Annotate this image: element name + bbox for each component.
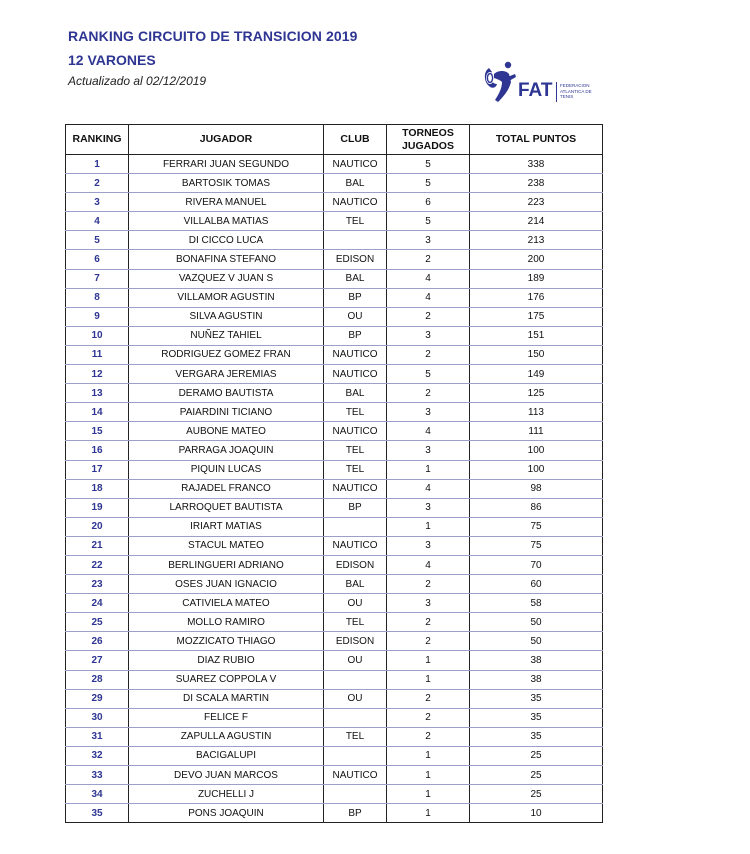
points-cell: 223: [470, 193, 603, 212]
club-cell: TEL: [324, 460, 387, 479]
player-cell: NUÑEZ TAHIEL: [129, 326, 324, 345]
player-cell: SUAREZ COPPOLA V: [129, 670, 324, 689]
player-cell: DERAMO BAUTISTA: [129, 384, 324, 403]
table-row: [66, 670, 603, 689]
club-cell: NAUTICO: [324, 536, 387, 555]
table-row: [66, 727, 603, 746]
tournaments-cell: 1: [387, 746, 470, 765]
points-cell: 100: [470, 441, 603, 460]
club-cell: NAUTICO: [324, 193, 387, 212]
points-cell: 149: [470, 365, 603, 384]
tournaments-cell: 5: [387, 174, 470, 193]
table-row: [66, 536, 603, 555]
tournaments-cell: 2: [387, 307, 470, 326]
category-subtitle: 12 VARONES: [68, 52, 156, 68]
tournaments-cell: 2: [387, 345, 470, 364]
rank-cell: 25: [66, 613, 129, 632]
player-cell: PAIARDINI TICIANO: [129, 403, 324, 422]
tournaments-cell: 4: [387, 422, 470, 441]
points-cell: 338: [470, 155, 603, 174]
rank-cell: 2: [66, 174, 129, 193]
club-cell: OU: [324, 651, 387, 670]
table-row: [66, 403, 603, 422]
rank-cell: 33: [66, 766, 129, 785]
rank-cell: 22: [66, 555, 129, 574]
table-row: [66, 174, 603, 193]
tournaments-cell: 3: [387, 403, 470, 422]
rank-cell: 17: [66, 460, 129, 479]
rank-cell: 4: [66, 212, 129, 231]
table-row: [66, 575, 603, 594]
rank-cell: 8: [66, 288, 129, 307]
player-cell: BACIGALUPI: [129, 746, 324, 765]
fat-logo-text: FAT: [518, 80, 553, 101]
player-cell: OSES JUAN IGNACIO: [129, 575, 324, 594]
table-row: [66, 422, 603, 441]
player-cell: DEVO JUAN MARCOS: [129, 766, 324, 785]
points-cell: 150: [470, 345, 603, 364]
table-row: [66, 594, 603, 613]
header-points: TOTAL PUNTOS: [470, 125, 603, 155]
club-cell: NAUTICO: [324, 766, 387, 785]
rank-cell: 9: [66, 307, 129, 326]
player-cell: BERLINGUERI ADRIANO: [129, 555, 324, 574]
points-cell: 175: [470, 307, 603, 326]
tournaments-cell: 4: [387, 288, 470, 307]
table-row: [66, 365, 603, 384]
rank-cell: 13: [66, 384, 129, 403]
club-cell: [324, 708, 387, 727]
tournaments-cell: 2: [387, 250, 470, 269]
points-cell: 58: [470, 594, 603, 613]
header-club: CLUB: [324, 125, 387, 155]
player-cell: PONS JOAQUIN: [129, 804, 324, 823]
table-row: [66, 766, 603, 785]
points-cell: 214: [470, 212, 603, 231]
table-row: [66, 689, 603, 708]
rank-cell: 31: [66, 727, 129, 746]
tournaments-cell: 3: [387, 536, 470, 555]
table-row: [66, 155, 603, 174]
player-cell: RIVERA MANUEL: [129, 193, 324, 212]
table-row: [66, 785, 603, 804]
rank-cell: 7: [66, 269, 129, 288]
player-cell: BARTOSIK TOMAS: [129, 174, 324, 193]
points-cell: 98: [470, 479, 603, 498]
club-cell: NAUTICO: [324, 365, 387, 384]
tournaments-cell: 1: [387, 670, 470, 689]
tournaments-cell: 1: [387, 766, 470, 785]
player-cell: ZUCHELLI J: [129, 785, 324, 804]
club-cell: OU: [324, 307, 387, 326]
rank-cell: 14: [66, 403, 129, 422]
player-cell: FELICE F: [129, 708, 324, 727]
player-cell: DIAZ RUBIO: [129, 651, 324, 670]
rank-cell: 10: [66, 326, 129, 345]
rank-cell: 35: [66, 804, 129, 823]
club-cell: [324, 231, 387, 250]
tournaments-cell: 5: [387, 365, 470, 384]
table-row: [66, 460, 603, 479]
rank-cell: 34: [66, 785, 129, 804]
logo-divider: [556, 82, 557, 102]
club-cell: BP: [324, 804, 387, 823]
rank-cell: 1: [66, 155, 129, 174]
rank-cell: 16: [66, 441, 129, 460]
rank-cell: 26: [66, 632, 129, 651]
rank-cell: 15: [66, 422, 129, 441]
player-cell: DI CICCO LUCA: [129, 231, 324, 250]
rank-cell: 11: [66, 345, 129, 364]
player-cell: IRIART MATIAS: [129, 517, 324, 536]
table-row: [66, 326, 603, 345]
player-cell: AUBONE MATEO: [129, 422, 324, 441]
table-row: [66, 307, 603, 326]
table-row: [66, 804, 603, 823]
club-cell: EDISON: [324, 250, 387, 269]
club-cell: [324, 746, 387, 765]
club-cell: NAUTICO: [324, 479, 387, 498]
points-cell: 75: [470, 536, 603, 555]
club-cell: BP: [324, 288, 387, 307]
points-cell: 238: [470, 174, 603, 193]
tournaments-cell: 2: [387, 575, 470, 594]
points-cell: 25: [470, 746, 603, 765]
tennis-player-icon: [480, 60, 520, 104]
tournaments-cell: 3: [387, 326, 470, 345]
points-cell: 70: [470, 555, 603, 574]
club-cell: BAL: [324, 174, 387, 193]
rank-cell: 24: [66, 594, 129, 613]
player-cell: RODRIGUEZ GOMEZ FRAN: [129, 345, 324, 364]
points-cell: 176: [470, 288, 603, 307]
ranking-table: [65, 124, 603, 823]
table-row: [66, 479, 603, 498]
rank-cell: 3: [66, 193, 129, 212]
rank-cell: 29: [66, 689, 129, 708]
table-row: [66, 212, 603, 231]
points-cell: 60: [470, 575, 603, 594]
header-tournaments: TORNEOS JUGADOS: [387, 125, 470, 155]
club-cell: TEL: [324, 727, 387, 746]
table-row: [66, 498, 603, 517]
tournaments-cell: 3: [387, 441, 470, 460]
rank-cell: 23: [66, 575, 129, 594]
table-row: [66, 651, 603, 670]
player-cell: VERGARA JEREMIAS: [129, 365, 324, 384]
tournaments-cell: 3: [387, 231, 470, 250]
club-cell: NAUTICO: [324, 345, 387, 364]
tournaments-cell: 5: [387, 155, 470, 174]
tournaments-cell: 1: [387, 517, 470, 536]
header-player: JUGADOR: [129, 125, 324, 155]
club-cell: BP: [324, 498, 387, 517]
player-cell: DI SCALA MARTIN: [129, 689, 324, 708]
player-cell: VILLALBA MATIAS: [129, 212, 324, 231]
table-row: [66, 250, 603, 269]
player-cell: PARRAGA JOAQUIN: [129, 441, 324, 460]
tournaments-cell: 3: [387, 498, 470, 517]
table-row: [66, 517, 603, 536]
club-cell: TEL: [324, 212, 387, 231]
rank-cell: 19: [66, 498, 129, 517]
table-row: [66, 193, 603, 212]
player-cell: MOZZICATO THIAGO: [129, 632, 324, 651]
club-cell: BAL: [324, 384, 387, 403]
tournaments-cell: 1: [387, 785, 470, 804]
club-cell: OU: [324, 594, 387, 613]
points-cell: 35: [470, 689, 603, 708]
player-cell: FERRARI JUAN SEGUNDO: [129, 155, 324, 174]
tournaments-cell: 2: [387, 689, 470, 708]
table-row: [66, 269, 603, 288]
rank-cell: 30: [66, 708, 129, 727]
page-title: RANKING CIRCUITO DE TRANSICION 2019: [68, 28, 358, 44]
rank-cell: 12: [66, 365, 129, 384]
player-cell: VAZQUEZ V JUAN S: [129, 269, 324, 288]
rank-cell: 18: [66, 479, 129, 498]
club-cell: BAL: [324, 269, 387, 288]
points-cell: 38: [470, 651, 603, 670]
table-row: [66, 708, 603, 727]
club-cell: [324, 517, 387, 536]
table-row: [66, 746, 603, 765]
table-row: [66, 231, 603, 250]
club-cell: TEL: [324, 613, 387, 632]
table-row: [66, 345, 603, 364]
club-cell: TEL: [324, 403, 387, 422]
table-header-row: [66, 125, 603, 155]
points-cell: 75: [470, 517, 603, 536]
club-cell: TEL: [324, 441, 387, 460]
points-cell: 25: [470, 766, 603, 785]
points-cell: 50: [470, 613, 603, 632]
rank-cell: 21: [66, 536, 129, 555]
updated-date: Actualizado al 02/12/2019: [68, 74, 207, 88]
tournaments-cell: 2: [387, 708, 470, 727]
rank-cell: 27: [66, 651, 129, 670]
table-row: [66, 555, 603, 574]
points-cell: 100: [470, 460, 603, 479]
table-row: [66, 384, 603, 403]
club-cell: EDISON: [324, 632, 387, 651]
rank-cell: 28: [66, 670, 129, 689]
points-cell: 10: [470, 804, 603, 823]
player-cell: VILLAMOR AGUSTIN: [129, 288, 324, 307]
club-cell: OU: [324, 689, 387, 708]
points-cell: 35: [470, 727, 603, 746]
fat-logo-subtext: FEDERACION ATLANTICA DE TENIS: [560, 83, 592, 99]
points-cell: 86: [470, 498, 603, 517]
player-cell: MOLLO RAMIRO: [129, 613, 324, 632]
points-cell: 189: [470, 269, 603, 288]
club-cell: BAL: [324, 575, 387, 594]
tournaments-cell: 1: [387, 460, 470, 479]
player-cell: PIQUIN LUCAS: [129, 460, 324, 479]
tournaments-cell: 2: [387, 384, 470, 403]
tournaments-cell: 1: [387, 804, 470, 823]
tournaments-cell: 2: [387, 727, 470, 746]
tournaments-cell: 5: [387, 212, 470, 231]
points-cell: 113: [470, 403, 603, 422]
club-cell: EDISON: [324, 555, 387, 574]
points-cell: 25: [470, 785, 603, 804]
rank-cell: 6: [66, 250, 129, 269]
player-cell: BONAFINA STEFANO: [129, 250, 324, 269]
points-cell: 200: [470, 250, 603, 269]
club-cell: [324, 785, 387, 804]
player-cell: CATIVIELA MATEO: [129, 594, 324, 613]
tournaments-cell: 2: [387, 632, 470, 651]
club-cell: NAUTICO: [324, 155, 387, 174]
header-ranking: RANKING: [66, 125, 129, 155]
points-cell: 35: [470, 708, 603, 727]
rank-cell: 32: [66, 746, 129, 765]
table-row: [66, 288, 603, 307]
tournaments-cell: 3: [387, 594, 470, 613]
player-cell: ZAPULLA AGUSTIN: [129, 727, 324, 746]
club-cell: [324, 670, 387, 689]
table-row: [66, 613, 603, 632]
club-cell: BP: [324, 326, 387, 345]
tournaments-cell: 4: [387, 269, 470, 288]
tournaments-cell: 4: [387, 479, 470, 498]
player-cell: RAJADEL FRANCO: [129, 479, 324, 498]
player-cell: STACUL MATEO: [129, 536, 324, 555]
table-row: [66, 632, 603, 651]
points-cell: 213: [470, 231, 603, 250]
table-row: [66, 441, 603, 460]
points-cell: 50: [470, 632, 603, 651]
club-cell: NAUTICO: [324, 422, 387, 441]
points-cell: 38: [470, 670, 603, 689]
fat-logo: [478, 58, 603, 108]
rank-cell: 5: [66, 231, 129, 250]
player-cell: SILVA AGUSTIN: [129, 307, 324, 326]
tournaments-cell: 4: [387, 555, 470, 574]
points-cell: 111: [470, 422, 603, 441]
tournaments-cell: 6: [387, 193, 470, 212]
rank-cell: 20: [66, 517, 129, 536]
points-cell: 151: [470, 326, 603, 345]
tournaments-cell: 1: [387, 651, 470, 670]
player-cell: LARROQUET BAUTISTA: [129, 498, 324, 517]
points-cell: 125: [470, 384, 603, 403]
tournaments-cell: 2: [387, 613, 470, 632]
